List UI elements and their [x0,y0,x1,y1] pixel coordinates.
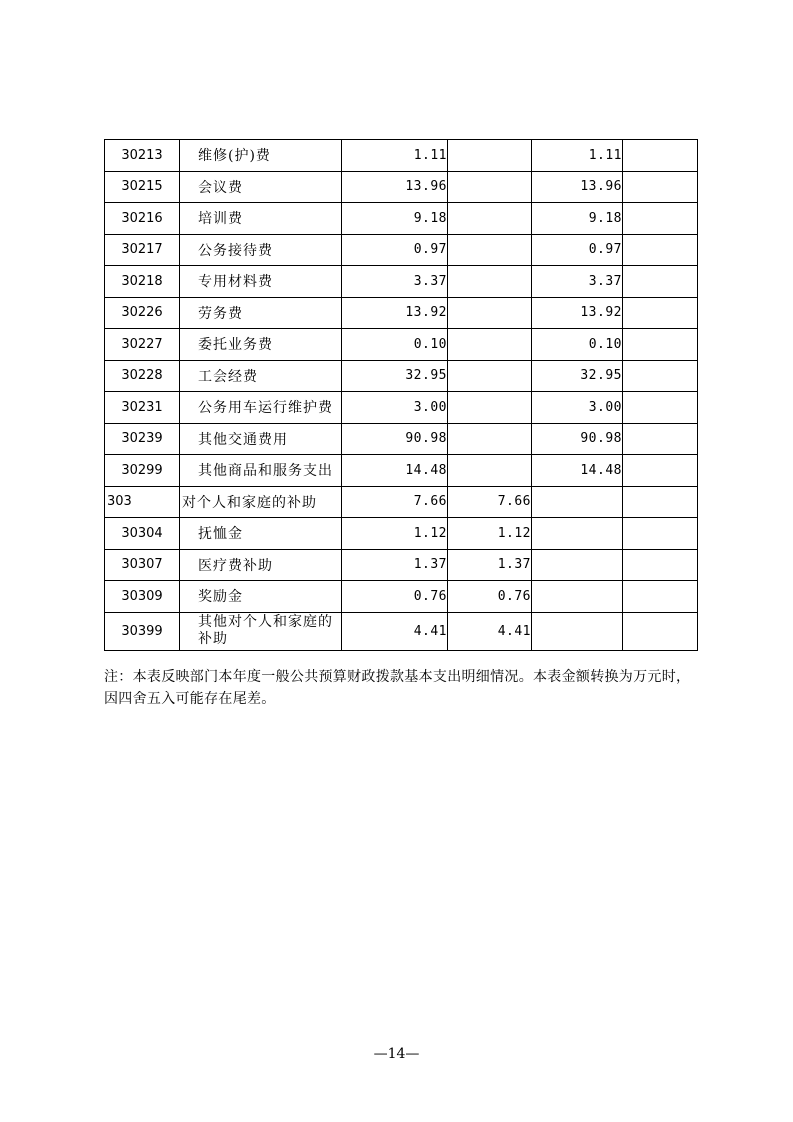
total-cell: 14.48 [342,455,448,487]
subject-name-cell: 维修(护)费 [180,140,342,172]
blank-cell [623,612,698,650]
personnel-expense-cell: 1.12 [448,518,532,550]
table-row [105,360,698,392]
total-cell: 32.95 [342,360,448,392]
blank-cell [623,423,698,455]
subject-name-cell: 培训费 [180,203,342,235]
table-row [105,234,698,266]
subject-code-cell: 30239 [105,423,180,455]
expenditure-detail-table [104,139,698,651]
blank-cell [623,140,698,172]
total-cell: 7.66 [342,486,448,518]
personnel-expense-cell [448,234,532,266]
subject-name-cell: 其他交通费用 [180,423,342,455]
table-row [105,423,698,455]
public-expense-cell: 32.95 [532,360,623,392]
page-number: —14— [373,1046,420,1062]
public-expense-cell: 1.11 [532,140,623,172]
personnel-expense-cell [448,203,532,235]
subject-name-cell: 劳务费 [180,297,342,329]
table-footnote: 注：本表反映部门本年度一般公共预算财政拨款基本支出明细情况。本表金额转换为万元时，因四舍五入可能存在尾差。 [104,669,691,707]
total-cell: 3.00 [342,392,448,424]
subject-code-cell: 30218 [105,266,180,298]
personnel-expense-cell: 1.37 [448,549,532,581]
table-row [105,171,698,203]
subject-code-cell: 30304 [105,518,180,550]
blank-cell [623,518,698,550]
blank-cell [623,549,698,581]
blank-cell [623,203,698,235]
subject-name-cell: 抚恤金 [180,518,342,550]
total-cell: 13.92 [342,297,448,329]
public-expense-cell [532,549,623,581]
public-expense-cell [532,486,623,518]
subject-code-cell: 30227 [105,329,180,361]
subject-name-cell: 其他商品和服务支出 [180,455,342,487]
table-row [105,455,698,487]
blank-cell [623,392,698,424]
table-row [105,140,698,172]
subject-code-cell: 30309 [105,581,180,613]
subject-code-cell: 30299 [105,455,180,487]
subject-code-cell: 30399 [105,612,180,650]
public-expense-cell: 13.96 [532,171,623,203]
public-expense-cell [532,612,623,650]
category-row [105,486,698,518]
personnel-expense-cell: 4.41 [448,612,532,650]
blank-cell [623,171,698,203]
blank-cell [623,297,698,329]
total-cell: 3.37 [342,266,448,298]
public-expense-cell: 0.97 [532,234,623,266]
total-cell: 13.96 [342,171,448,203]
subject-name-cell: 专用材料费 [180,266,342,298]
public-expense-cell [532,518,623,550]
blank-cell [623,234,698,266]
subject-name-cell: 委托业务费 [180,329,342,361]
table-row [105,266,698,298]
table-row [105,203,698,235]
total-cell: 9.18 [342,203,448,235]
subject-name-cell: 其他对个人和家庭的补助 [180,612,342,650]
subject-name-cell: 奖励金 [180,581,342,613]
subject-name-cell: 公务用车运行维护费 [180,392,342,424]
table-row [105,518,698,550]
total-cell: 0.97 [342,234,448,266]
subject-code-cell: 30226 [105,297,180,329]
subject-name-cell: 医疗费补助 [180,549,342,581]
subject-name-cell: 工会经费 [180,360,342,392]
public-expense-cell: 3.37 [532,266,623,298]
subject-code-cell: 30215 [105,171,180,203]
personnel-expense-cell [448,171,532,203]
subject-code-cell: 30217 [105,234,180,266]
public-expense-cell: 90.98 [532,423,623,455]
personnel-expense-cell [448,266,532,298]
blank-cell [623,329,698,361]
total-cell: 1.37 [342,549,448,581]
public-expense-cell: 0.10 [532,329,623,361]
blank-cell [623,455,698,487]
total-cell: 0.76 [342,581,448,613]
public-expense-cell: 14.48 [532,455,623,487]
blank-cell [623,581,698,613]
subject-code-cell: 303 [105,486,180,518]
public-expense-cell: 9.18 [532,203,623,235]
table-row [105,329,698,361]
personnel-expense-cell [448,423,532,455]
subject-code-cell: 30307 [105,549,180,581]
subject-name-cell: 公务接待费 [180,234,342,266]
subject-code-cell: 30213 [105,140,180,172]
personnel-expense-cell [448,140,532,172]
total-cell: 0.10 [342,329,448,361]
table-row [105,297,698,329]
personnel-expense-cell [448,329,532,361]
personnel-expense-cell: 0.76 [448,581,532,613]
subject-name-cell: 会议费 [180,171,342,203]
public-expense-cell: 13.92 [532,297,623,329]
subject-code-cell: 30216 [105,203,180,235]
table-row [105,612,698,650]
table-row [105,581,698,613]
personnel-expense-cell: 7.66 [448,486,532,518]
total-cell: 1.12 [342,518,448,550]
table-row [105,549,698,581]
personnel-expense-cell [448,392,532,424]
table-row [105,392,698,424]
blank-cell [623,360,698,392]
total-cell: 90.98 [342,423,448,455]
blank-cell [623,266,698,298]
personnel-expense-cell [448,455,532,487]
public-expense-cell [532,581,623,613]
subject-code-cell: 30228 [105,360,180,392]
personnel-expense-cell [448,360,532,392]
personnel-expense-cell [448,297,532,329]
public-expense-cell: 3.00 [532,392,623,424]
subject-code-cell: 30231 [105,392,180,424]
subject-name-cell: 对个人和家庭的补助 [180,486,342,518]
total-cell: 1.11 [342,140,448,172]
blank-cell [623,486,698,518]
total-cell: 4.41 [342,612,448,650]
